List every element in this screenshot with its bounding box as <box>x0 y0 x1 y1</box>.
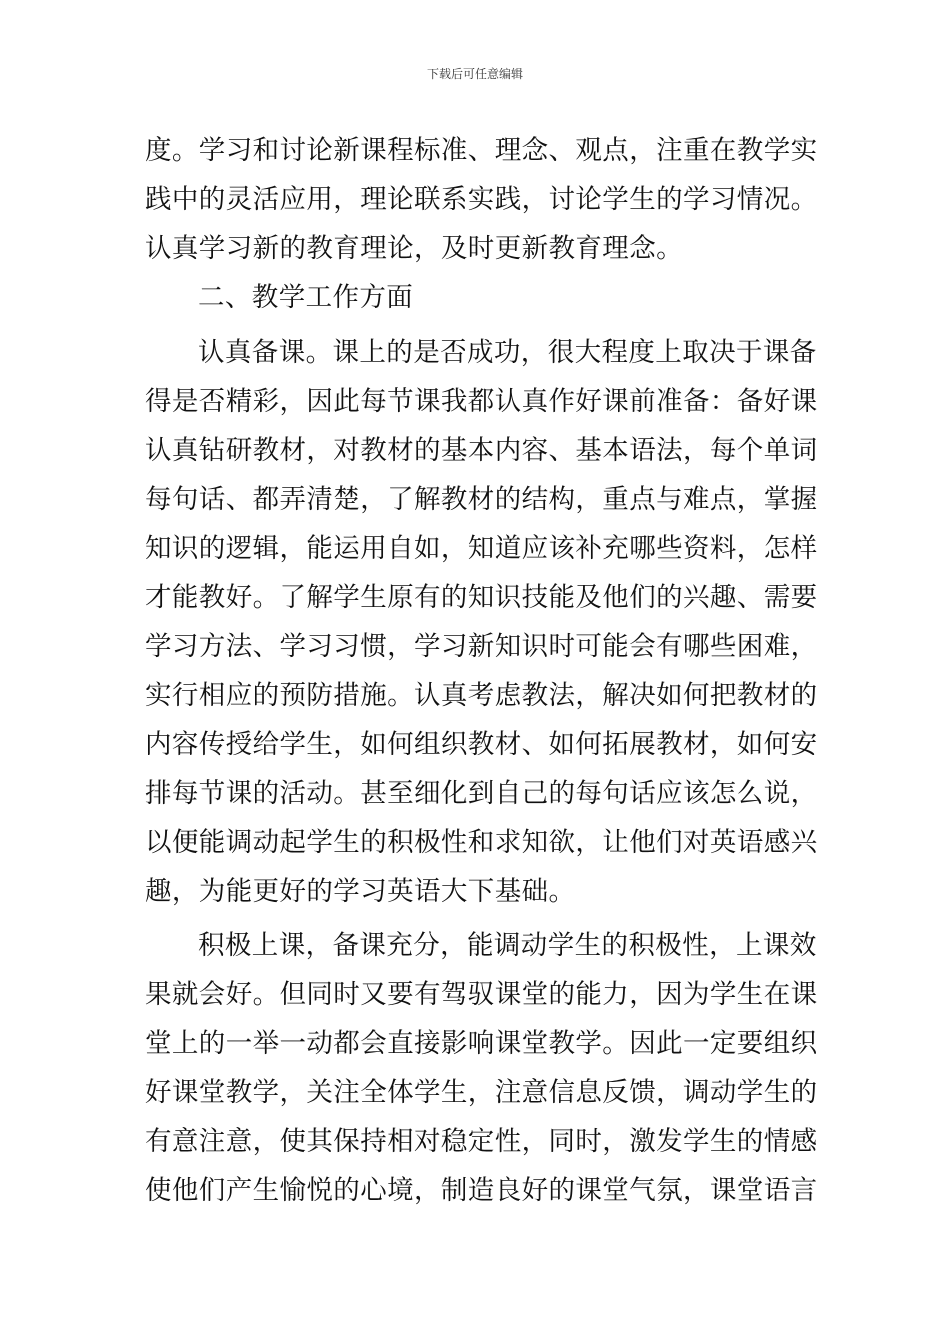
text-line: 积极上课，备课充分，能调动学生的积极性，上课效 <box>198 930 817 961</box>
paragraph-continuation <box>145 126 818 273</box>
text-line: 每句话、都弄清楚，了解教材的结构，重点与难点，掌握 <box>145 484 818 515</box>
text-line: 果就会好。但同时又要有驾驭课堂的能力，因为学生在课 <box>145 979 818 1010</box>
document-body <box>145 126 818 1215</box>
text-line: 认真钻研教材，对教材的基本内容、基本语法，每个单词 <box>145 435 818 466</box>
text-line: 认真学习新的教育理论，及时更新教育理念。 <box>145 233 683 264</box>
text-line: 堂上的一举一动都会直接影响课堂教学。因此一定要组织 <box>145 1028 818 1059</box>
text-line: 践中的灵活应用，理论联系实践，讨论学生的学习情况。 <box>145 184 818 215</box>
text-line: 学习方法、学习习惯，学习新知识时可能会有哪些困难， <box>145 631 818 662</box>
text-line: 内容传授给学生，如何组织教材、如何拓展教材，如何安 <box>145 729 818 760</box>
text-line: 排每节课的活动。甚至细化到自己的每句话应该怎么说， <box>145 778 818 809</box>
paragraph-lesson-preparation <box>145 328 818 916</box>
text-line: 趣，为能更好的学习英语大下基础。 <box>145 876 576 907</box>
text-line: 得是否精彩，因此每节课我都认真作好课前准备：备好课 <box>145 386 818 417</box>
text-line: 才能教好。了解学生原有的知识技能及他们的兴趣、需要 <box>145 582 818 613</box>
text-line: 度。学习和讨论新课程标准、理念、观点，注重在教学实 <box>145 135 818 166</box>
text-line: 实行相应的预防措施。认真考虑教法，解决如何把教材的 <box>145 680 818 711</box>
text-line: 使他们产生愉悦的心境，制造良好的课堂气氛，课堂语言 <box>145 1175 818 1206</box>
text-line: 好课堂教学，关注全体学生，注意信息反馈，调动学生的 <box>145 1077 818 1108</box>
text-line: 认真备课。课上的是否成功，很大程度上取决于课备 <box>198 337 817 368</box>
section-heading-text: 二、教学工作方面 <box>198 282 414 313</box>
text-line: 知识的逻辑，能运用自如，知道应该补充哪些资料，怎样 <box>145 533 818 564</box>
text-line: 以便能调动起学生的积极性和求知欲，让他们对英语感兴 <box>145 827 818 858</box>
section-heading <box>145 273 810 322</box>
paragraph-active-teaching <box>145 921 818 1215</box>
text-line: 有意注意，使其保持相对稳定性，同时，激发学生的情感 <box>145 1126 818 1157</box>
page-header: 下载后可任意编辑 <box>426 67 523 81</box>
